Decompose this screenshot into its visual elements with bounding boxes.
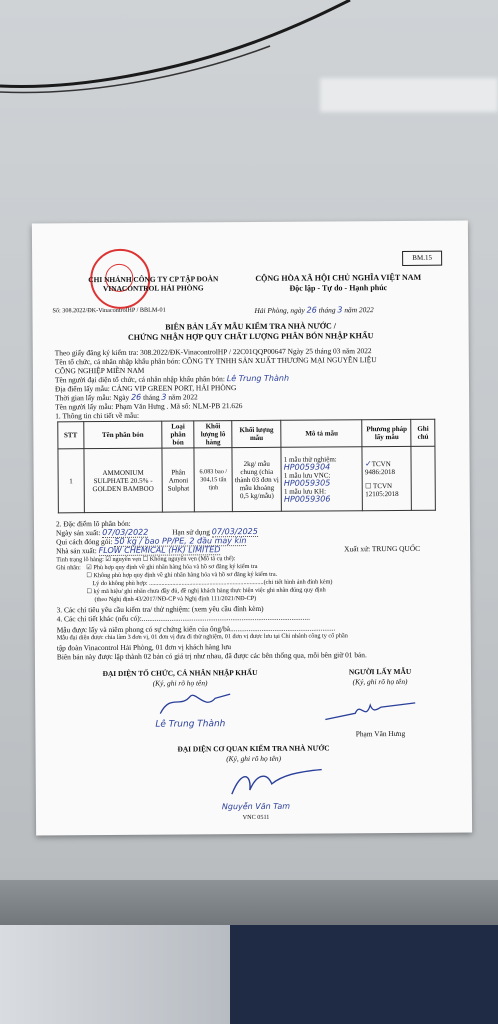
form-code: BM.15 <box>402 251 442 266</box>
document-page <box>32 220 472 835</box>
paragraph2: Mẫu đại diện được chia làm 3 đơn vị, 01 đơn vị đưa đi thử nghiệm, 01 đơn vị được lưu tại Chi nhánh công ty cổ phần <box>56 632 348 642</box>
col-lot: Khối lượng lô hàng <box>194 421 232 448</box>
method2: ☐ TCVN 12105:2018 <box>365 481 399 498</box>
importer-line2: CÔNG NGHIỆP MIỀN NAM <box>54 365 145 376</box>
mfg-label: Ngày sản xuất: <box>55 528 101 538</box>
col-name: Tên phân bón <box>83 421 162 449</box>
cell-method <box>362 446 411 510</box>
signature-left <box>155 688 235 719</box>
date-day: 26 <box>306 305 317 315</box>
pack-value: 50 kg / bao PP/PE, 2 đầu may kín <box>114 536 247 546</box>
motto: Độc lập - Tự do - Hạnh phúc <box>289 283 388 293</box>
section2-heading: 2. Đặc điểm lô phân bón: <box>55 518 131 529</box>
cell-type: Phân Amoni Sulphat <box>162 448 194 512</box>
origin: Xuất xứ: TRUNG QUỐC <box>344 543 421 554</box>
nation-title: CỘNG HÒA XÃ HỘI CHỦ NGHĨA VIỆT NAM <box>255 272 422 283</box>
desk-edge <box>0 880 498 930</box>
label-heading: Ghi nhãn: <box>56 564 81 572</box>
cell-note <box>411 446 435 510</box>
desc1-label: 1 mẫu thử nghiệm: <box>283 454 337 464</box>
label-note5: (theo Nghị định 43/2017/NĐ-CP và Nghị định 111/2021/NĐ-CP) <box>94 594 257 604</box>
pack-label: Qui cách đóng gói: <box>56 536 113 547</box>
sig-left-title: ĐẠI DIỆN TỔ CHỨC, CÁ NHÂN NHẬP KHẨU <box>102 667 258 679</box>
sig-right-name: Phạm Văn Hưng <box>355 728 406 739</box>
sig-bottom-name: Nguyễn Văn Tam <box>221 801 291 812</box>
importer-line: Tên tổ chức, cá nhân nhập khẩu phân bón: CÔNG TY TNHH SẢN XUẤT THƯƠNG MẠI NGUYÊN LIỆU <box>54 355 377 367</box>
time-label: Thời gian lấy mẫu: Ngày <box>55 392 130 403</box>
cell-name: AMMONIUM SULPHATE 20.5% - GOLDEN BAMBOO <box>84 448 163 513</box>
col-type: Loại phân bón <box>162 421 194 448</box>
time-day: 26 <box>131 392 142 402</box>
maker-label: Nhà sản xuất: <box>56 546 97 556</box>
seal-status: Tình trạng lô hàng: ☑ nguyên vẹn ☐ Không nguyên vẹn (Mô tả cụ thể): <box>56 555 236 564</box>
method2-text: TCVN 12105:2018 <box>365 481 399 498</box>
date-prefix: Hải Phòng, ngày <box>254 305 305 315</box>
section4: 4. Các chi tiết khác (nếu có):........................................................................................... <box>56 612 310 624</box>
signature-right <box>315 699 425 726</box>
cell-weight: 2kg/ mẫu chung (chia thành 03 đơn vị mẫu khoảng 0,5 kg/mẫu) <box>232 447 281 511</box>
cloth <box>0 925 230 1024</box>
sig-bottom-title: ĐẠI DIỆN CƠ QUAN KIỂM TRA NHÀ NƯỚC <box>177 743 330 754</box>
date-year: năm 2022 <box>344 305 374 315</box>
col-weight: Khối lượng mẫu <box>232 420 281 447</box>
table-header-row <box>58 419 435 449</box>
title-line2: CHỨNG NHẬN HỢP QUY CHẤT LƯỢNG PHÂN BÓN NHẬP KHẨU <box>127 331 374 342</box>
cell-stt: 1 <box>58 449 84 513</box>
label-note2: ☐ Không phù hợp quy định về ghi nhãn hàng hóa và hồ sơ đăng ký kiểm tra. <box>86 570 278 580</box>
method1-text: TCVN 9486:2018 <box>365 459 396 476</box>
desc2-value: HP0059305 <box>283 477 331 488</box>
sig-left-sub: (Ký, ghi rõ họ tên) <box>152 678 208 688</box>
section1-heading: 1. Thông tin chi tiết về mẫu: <box>55 410 140 421</box>
label-note1: ☑ Phù hợp quy định về ghi nhãn hàng hóa và hồ sơ đăng ký kiểm tra <box>86 562 258 572</box>
date-month-label: tháng <box>318 305 336 315</box>
time-month-label: tháng <box>143 392 160 402</box>
exp-value: 07/03/2025 <box>211 526 258 537</box>
registration-line: Theo giấy đăng ký kiểm tra: 308.2022/ĐK-VinacontrolHP / 22C01QQP00647 Ngày 25 tháng 03 năm 2022 <box>54 346 372 358</box>
table-row <box>58 446 435 513</box>
sig-bottom-sub: (Ký, ghi rõ họ tên) <box>226 753 282 764</box>
desc3-label: 1 mẫu lưu KH: <box>283 486 327 496</box>
sample-table <box>57 419 436 514</box>
checkmark-icon: ✓ <box>364 458 372 468</box>
light-glare <box>320 78 498 112</box>
date-month: 3 <box>337 305 343 315</box>
col-desc: Mô tả mẫu <box>281 420 362 448</box>
cell-lot: 6.083 bao / 304,15 tấn tịnh <box>194 448 232 512</box>
title-line1: BIÊN BẢN LẤY MẪU KIỂM TRA NHÀ NƯỚC / <box>165 321 337 332</box>
place-line: Địa điểm lấy mẫu: CẢNG VIP GREEN PORT, HẢI PHÒNG <box>54 383 237 394</box>
time-month: 3 <box>161 392 167 402</box>
label-note4: ☐ ký mã hiệu/ ghi nhãn chưa đầy đủ, đề nghị khách hàng thực hiện việc ghi nhãn đúng quy định <box>86 586 326 596</box>
paragraph4: Biên bản này được lập thành 02 bản có giá trị như nhau, đã được các bên thống qua, mỗi bên giữ 01 bản. <box>56 650 367 662</box>
paragraph1: Mẫu được lấy và niêm phong có sự chứng kiến của ông/bà......................................................... <box>56 623 336 635</box>
method1 <box>365 459 409 475</box>
desc3-value: HP0059306 <box>283 493 331 504</box>
sampler-line: Tên người lấy mẫu: Phạm Văn Hưng . Mã số: NLM-PB 21.626 <box>55 401 243 412</box>
paragraph3: tập đoàn Vinacontrol Hải Phòng, 01 đơn vị khách hàng lưu <box>56 642 232 653</box>
doc-number: Số: 308.2022/ĐK-VinacontrolHP / BBLM-01 <box>52 306 166 315</box>
representative-label: Tên người đại diện tổ chức, cá nhân nhập khẩu phân bón: <box>54 374 225 385</box>
section3: 3. Các chỉ tiêu yêu cầu kiểm tra/ thử nghiệm: (xem yêu cầu đính kèm) <box>56 603 264 615</box>
label-note3: Lý do không phù hợp: ..........................................................................(chi tiết hình ảnh đính kèm) <box>92 578 333 588</box>
org-line1: CHI NHÁNH CÔNG TY CP TẬP ĐOÀN <box>88 274 219 285</box>
mfg-value: 07/03/2022 <box>102 527 149 538</box>
date-line <box>254 305 373 315</box>
signature-bottom <box>212 763 332 804</box>
sig-left-name: Lê Trung Thành <box>155 719 226 730</box>
representative-value: Lê Trung Thành <box>226 373 290 384</box>
exp-label: Hạn sử dụng <box>172 527 210 537</box>
org-line2: VINACONTROL HẢI PHÒNG <box>102 283 204 294</box>
maker-value: FLOW CHEMICAL (HK) LIMITED <box>98 545 221 556</box>
desc2-label: 1 mẫu lưu VNC: <box>283 470 331 480</box>
col-method: Phương pháp lấy mẫu <box>362 419 411 446</box>
cell-desc <box>281 447 363 512</box>
time-year: năm 2022 <box>168 392 198 402</box>
col-stt: STT <box>58 422 84 449</box>
sig-right-title: NGƯỜI LẤY MẪU <box>348 666 412 677</box>
desc1-value: HP0059304 <box>283 461 331 472</box>
col-note: Ghi chú <box>411 419 435 446</box>
maker-line <box>56 545 220 555</box>
sig-bottom-code: VNC 0511 <box>242 813 270 822</box>
sig-right-sub: (Ký, ghi rõ họ tên) <box>352 676 408 687</box>
